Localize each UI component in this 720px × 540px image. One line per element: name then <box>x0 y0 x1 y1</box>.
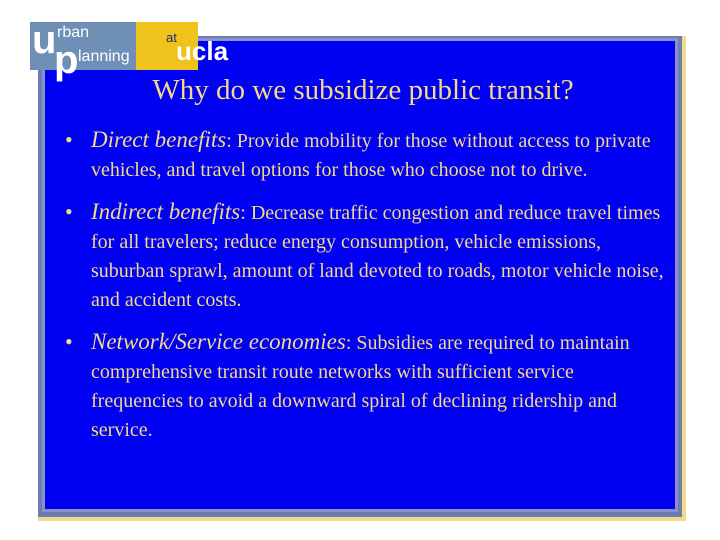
bullet-text: Decrease traffic congestion and reduce travel times for all travelers; reduce energy consumption, vehicle emissions, suburban sprawl, amount of land devoted to roads, motor vehicle noise, and accident costs. <box>91 202 664 311</box>
bullet-direct-benefits <box>59 125 669 185</box>
bullet-separator: : <box>226 130 237 152</box>
logo-letter-p: p <box>54 38 79 82</box>
bullet-term: Direct benefits <box>91 127 227 152</box>
logo-letter-u: u <box>32 18 57 62</box>
slide-title: Why do we subsidize public transit? <box>152 74 574 106</box>
logo-text-lanning: lanning <box>78 48 130 65</box>
bullet-marker: • <box>65 127 73 152</box>
bullet-network-service-economies <box>59 327 669 445</box>
bullet-term: Indirect benefits <box>91 199 241 224</box>
bullet-marker: • <box>65 329 73 354</box>
logo-text-rban: rban <box>57 24 90 41</box>
bullet-list <box>59 125 669 457</box>
bullet-term: Network/Service economies <box>91 329 346 354</box>
bullet-separator: : <box>345 332 357 354</box>
bullet-indirect-benefits <box>59 197 669 315</box>
bullet-separator: : <box>240 202 251 224</box>
logo-text-at: at <box>166 30 177 45</box>
bullet-marker: • <box>65 199 73 224</box>
logo-text-ucla: ucla <box>176 36 229 66</box>
bullet-text: Subsidies are required to maintain comprehensive transit route networks with sufficient service frequencies to avoid a downward spiral of declining ridership and service. <box>91 332 630 441</box>
bullet-text: Provide mobility for those without access to private vehicles, and travel options for those who choose not to drive. <box>91 130 651 181</box>
urban-planning-ucla-logo <box>30 18 229 82</box>
slide-panel <box>42 38 678 512</box>
